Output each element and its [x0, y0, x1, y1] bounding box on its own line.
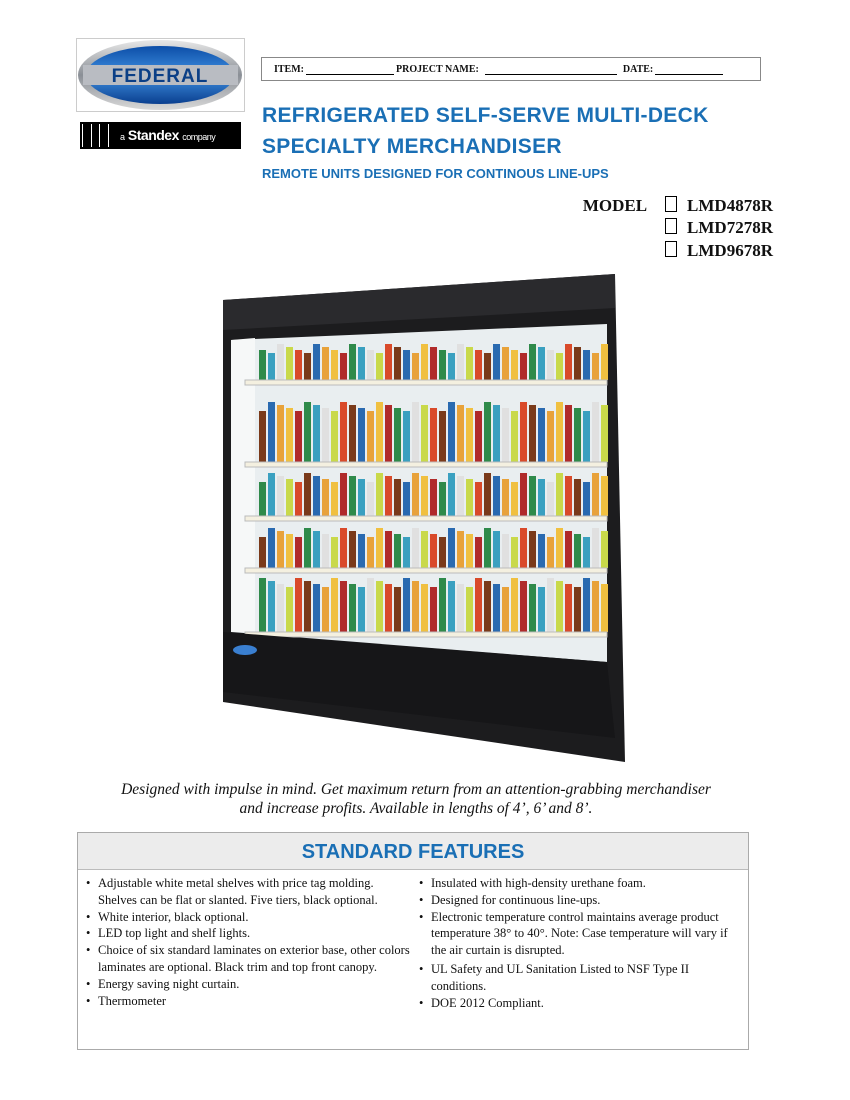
product-bottle [349, 531, 356, 568]
product-bottle [547, 411, 554, 462]
product-bottle [493, 476, 500, 516]
model-checkbox[interactable] [665, 196, 677, 212]
product-bottle [358, 479, 365, 516]
product-bottle [457, 476, 464, 516]
product-bottle [322, 479, 329, 516]
product-bottle [520, 581, 527, 632]
product-bottle [565, 405, 572, 462]
product-bottle [502, 347, 509, 380]
product-bottle [412, 581, 419, 632]
product-bottle [412, 473, 419, 516]
product-bottle [538, 408, 545, 462]
product-bottle [286, 479, 293, 516]
product-bottle [574, 347, 581, 380]
product-bottle [484, 581, 491, 632]
product-bottle [421, 531, 428, 568]
product-bottle [574, 587, 581, 632]
product-bottle [448, 528, 455, 568]
product-bottle [601, 344, 608, 380]
product-bottle [358, 408, 365, 462]
product-bottle [529, 344, 536, 380]
caption-line-1: Designed with impulse in mind. Get maximum return from an attention-grabbing merchandiser [121, 781, 711, 798]
product-bottle [304, 353, 311, 380]
product-bottle [520, 528, 527, 568]
product-bottle [583, 482, 590, 516]
product-bottle [259, 537, 266, 568]
product-bottle [466, 408, 473, 462]
product-bottle [565, 531, 572, 568]
product-bottle [511, 537, 518, 568]
feature-item: • Adjustable white metal shelves with price tag molding. Shelves can be flat or slanted. Five tiers, black optional. [86, 875, 411, 909]
product-bottle [556, 473, 563, 516]
product-bottle [412, 528, 419, 568]
shelf [245, 462, 607, 467]
product-bottle [556, 353, 563, 380]
product-bottle [583, 411, 590, 462]
product-bottle [421, 476, 428, 516]
product-bottle [367, 482, 374, 516]
product-bottle [484, 473, 491, 516]
product-bottle [520, 402, 527, 462]
product-bottle [592, 402, 599, 462]
product-bottle [574, 479, 581, 516]
product-bottle [385, 531, 392, 568]
product-bottle [502, 587, 509, 632]
product-bottle [322, 347, 329, 380]
product-bottle [448, 581, 455, 632]
product-bottle [547, 482, 554, 516]
product-bottle [295, 537, 302, 568]
feature-item: • Insulated with high-density urethane foam. [419, 875, 729, 892]
product-bottle [511, 482, 518, 516]
merchandiser-product-photo [215, 272, 630, 764]
product-bottle [331, 411, 338, 462]
standex-logo: a Standex company [80, 122, 241, 149]
product-bottle [421, 405, 428, 462]
item-label: ITEM: [274, 63, 304, 75]
product-bottle [331, 578, 338, 632]
product-bottle [457, 405, 464, 462]
model-row-1 [583, 196, 773, 216]
product-bottle [583, 350, 590, 380]
federal-logo [76, 38, 245, 112]
product-bottle [349, 476, 356, 516]
product-bottle [556, 528, 563, 568]
product-bottle [493, 531, 500, 568]
product-bottle [367, 411, 374, 462]
product-bottle [448, 473, 455, 516]
feature-item: • DOE 2012 Compliant. [419, 995, 729, 1012]
model-label: MODEL [582, 196, 648, 215]
product-bottle [529, 584, 536, 632]
product-bottle [439, 578, 446, 632]
product-bottle [403, 350, 410, 380]
product-bottle [394, 347, 401, 380]
features-title: STANDARD FEATURES [78, 833, 748, 870]
product-bottle [394, 534, 401, 568]
product-bottle [583, 537, 590, 568]
product-bottle [286, 534, 293, 568]
product-bottle [511, 578, 518, 632]
product-bottle [493, 405, 500, 462]
product-bottle [565, 476, 572, 516]
product-bottle [304, 402, 311, 462]
shelf [245, 516, 607, 521]
product-bottle [259, 578, 266, 632]
product-bottle [340, 581, 347, 632]
product-bottle [421, 584, 428, 632]
product-bottle [457, 531, 464, 568]
feature-item: • Designed for continuous line-ups. [419, 892, 729, 909]
product-bottle [277, 531, 284, 568]
model-row-2 [647, 218, 773, 238]
product-bottle [475, 537, 482, 568]
product-bottle [394, 587, 401, 632]
product-bottle [475, 482, 482, 516]
product-bottle [439, 411, 446, 462]
product-bottle [340, 473, 347, 516]
feature-item: • Electronic temperature control maintains average product temperature 38° to 40°. Note: Case temperature will vary if the air curtain is disrupted. [419, 909, 729, 959]
product-bottle [592, 528, 599, 568]
product-bottle [601, 584, 608, 632]
product-bottle [538, 347, 545, 380]
product-bottle [376, 402, 383, 462]
product-bottle [520, 353, 527, 380]
product-bottle [430, 534, 437, 568]
product-bottle [367, 537, 374, 568]
product-bottle [475, 578, 482, 632]
product-bottle [583, 578, 590, 632]
product-bottle [484, 353, 491, 380]
product-bottle [376, 353, 383, 380]
shelf [245, 380, 607, 385]
product-bottle [286, 408, 293, 462]
product-bottle [349, 584, 356, 632]
product-bottle [484, 528, 491, 568]
product-bottle [313, 531, 320, 568]
product-bottle [268, 402, 275, 462]
product-bottle [403, 578, 410, 632]
date-field[interactable] [655, 64, 723, 75]
feature-item: • Energy saving night curtain. [86, 976, 411, 993]
item-field[interactable] [306, 64, 394, 75]
product-bottle [385, 476, 392, 516]
product-bottle [259, 350, 266, 380]
product-bottle [268, 353, 275, 380]
svg-text:FEDERAL: FEDERAL [111, 66, 209, 87]
product-bottle [331, 537, 338, 568]
product-bottle [574, 534, 581, 568]
title-line-1: REFRIGERATED SELF-SERVE MULTI-DECK [262, 104, 709, 127]
product-bottle [340, 353, 347, 380]
product-bottle [376, 528, 383, 568]
features-left-list [86, 875, 411, 1009]
badge-logo [233, 645, 257, 655]
product-bottle [529, 405, 536, 462]
product-bottle [322, 534, 329, 568]
product-bottle [475, 411, 482, 462]
product-bottle [313, 405, 320, 462]
product-bottle [430, 587, 437, 632]
product-bottle [286, 587, 293, 632]
product-bottle [304, 528, 311, 568]
product-bottle [466, 347, 473, 380]
product-bottle [466, 587, 473, 632]
model-option: LMD4878R [687, 196, 773, 215]
model-option: LMD9678R [687, 241, 773, 260]
product-bottle [529, 476, 536, 516]
shelf [245, 632, 607, 637]
product-bottle [367, 578, 374, 632]
product-bottle [547, 537, 554, 568]
product-bottle [538, 534, 545, 568]
product-bottle [277, 344, 284, 380]
product-bottle [601, 405, 608, 462]
product-bottle [565, 344, 572, 380]
product-bottle [331, 482, 338, 516]
product-bottle [313, 476, 320, 516]
product-bottle [376, 581, 383, 632]
product-bottle [295, 482, 302, 516]
product-bottle [412, 402, 419, 462]
product-bottle [421, 344, 428, 380]
product-bottle [340, 402, 347, 462]
product-bottle [295, 578, 302, 632]
caption-line-2: and increase profits. Available in lengths of 4’, 6’ and 8’. [239, 800, 593, 817]
product-bottle [520, 473, 527, 516]
product-bottle [259, 411, 266, 462]
product-bottle [403, 411, 410, 462]
product-bottle [430, 408, 437, 462]
product-bottle [466, 534, 473, 568]
product-bottle [394, 479, 401, 516]
product-bottle [295, 411, 302, 462]
product-bottle [313, 584, 320, 632]
product-bottle [313, 344, 320, 380]
model-checkbox[interactable] [665, 218, 677, 234]
product-bottle [430, 479, 437, 516]
product-bottle [322, 408, 329, 462]
product-bottle [592, 581, 599, 632]
product-bottle [538, 479, 545, 516]
product-bottle [547, 578, 554, 632]
model-row-3 [647, 241, 773, 261]
feature-item: • Thermometer [86, 993, 411, 1010]
product-bottle [358, 587, 365, 632]
model-checkbox[interactable] [665, 241, 677, 257]
product-bottle [358, 534, 365, 568]
product-bottle [268, 581, 275, 632]
shelf [245, 568, 607, 573]
product-bottle [439, 482, 446, 516]
product-bottle [502, 408, 509, 462]
product-bottle [277, 584, 284, 632]
project-label: PROJECT NAME: [396, 63, 479, 75]
product-bottle [592, 353, 599, 380]
product-bottle [511, 411, 518, 462]
product-bottle [385, 405, 392, 462]
product-bottle [592, 473, 599, 516]
product-bottle [457, 344, 464, 380]
product-bottle [367, 350, 374, 380]
project-field[interactable] [485, 64, 617, 75]
product-bottle [601, 531, 608, 568]
caption [60, 780, 772, 818]
product-bottle [412, 353, 419, 380]
product-bottle [403, 482, 410, 516]
product-bottle [502, 534, 509, 568]
product-bottle [493, 344, 500, 380]
product-bottle [304, 473, 311, 516]
product-bottle [349, 405, 356, 462]
title-line-2: SPECIALTY MERCHANDISER [262, 135, 562, 158]
product-bottle [448, 353, 455, 380]
product-bottle [403, 537, 410, 568]
date-label: DATE: [622, 63, 654, 75]
product-bottle [601, 476, 608, 516]
product-bottle [331, 350, 338, 380]
product-bottle [556, 581, 563, 632]
product-bottle [259, 482, 266, 516]
product-bottle [322, 587, 329, 632]
product-bottle [394, 408, 401, 462]
product-bottle [268, 473, 275, 516]
product-bottle [466, 479, 473, 516]
product-bottle [430, 347, 437, 380]
product-bottle [538, 587, 545, 632]
product-bottle [565, 584, 572, 632]
feature-item: • UL Safety and UL Sanitation Listed to NSF Type II conditions. [419, 961, 729, 995]
product-bottle [358, 347, 365, 380]
product-bottle [340, 528, 347, 568]
subtitle: REMOTE UNITS DESIGNED FOR CONTINOUS LINE-UPS [262, 166, 609, 181]
feature-item: • White interior, black optional. [86, 909, 411, 926]
product-bottle [349, 344, 356, 380]
product-bottle [286, 347, 293, 380]
product-bottle [484, 402, 491, 462]
product-bottle [439, 350, 446, 380]
item-project-date-box [261, 57, 761, 81]
product-bottle [439, 537, 446, 568]
feature-item: • LED top light and shelf lights. [86, 925, 411, 942]
product-bottle [457, 584, 464, 632]
product-bottle [277, 405, 284, 462]
product-bottle [268, 528, 275, 568]
product-bottle [385, 584, 392, 632]
product-bottle [556, 402, 563, 462]
product-bottle [448, 402, 455, 462]
product-bottle [493, 584, 500, 632]
product-bottle [502, 479, 509, 516]
product-bottle [277, 476, 284, 516]
features-right-list [419, 875, 729, 1011]
product-bottle [529, 531, 536, 568]
product-bottle [511, 350, 518, 380]
product-bottle [376, 473, 383, 516]
product-bottle [574, 408, 581, 462]
model-option: LMD7278R [687, 218, 773, 237]
product-bottle [475, 350, 482, 380]
standard-features-panel [77, 832, 749, 1050]
product-bottle [547, 350, 554, 380]
product-bottle [385, 344, 392, 380]
feature-item: • Choice of six standard laminates on exterior base, other colors laminates are optional. Black trim and top front canopy. [86, 942, 411, 976]
product-bottle [304, 581, 311, 632]
product-bottle [295, 350, 302, 380]
